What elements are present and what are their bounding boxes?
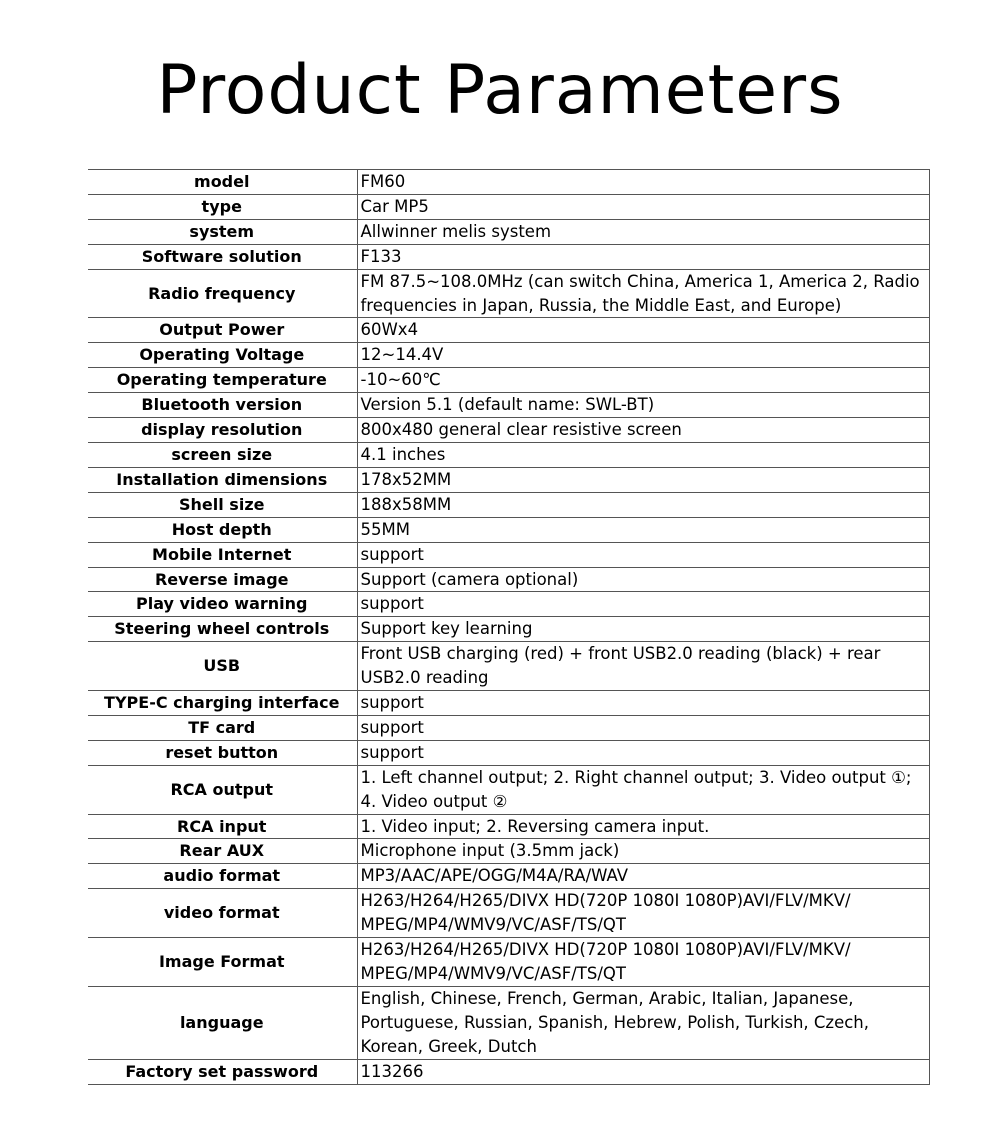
row-value: 60Wx4: [357, 318, 929, 343]
table-row: [88, 194, 929, 219]
row-label: Software solution: [88, 244, 357, 269]
row-value: MP3/AAC/APE/OGG/M4A/RA/WAV: [357, 864, 929, 889]
table-row: [88, 442, 929, 467]
row-value: support: [357, 592, 929, 617]
row-label: Play video warning: [88, 592, 357, 617]
row-value: 1. Left channel output; 2. Right channel output; 3. Video output ①; 4. Video output ②: [357, 765, 929, 814]
table-row: [88, 170, 929, 195]
row-value: Allwinner melis system: [357, 219, 929, 244]
row-value: 55MM: [357, 517, 929, 542]
table-row: [88, 244, 929, 269]
row-value: Microphone input (3.5mm jack): [357, 839, 929, 864]
row-label: USB: [88, 642, 357, 691]
row-value: Support key learning: [357, 617, 929, 642]
row-label: Radio frequency: [88, 269, 357, 318]
table-row: [88, 715, 929, 740]
row-value: FM60: [357, 170, 929, 195]
row-value: English, Chinese, French, German, Arabic, Italian, Japanese, Portuguese, Russian, Spanish, Hebrew, Polish, Turkish, Czech, Korean, Greek, Dutch: [357, 986, 929, 1059]
table-row: [88, 691, 929, 716]
row-label: Mobile Internet: [88, 542, 357, 567]
row-label: Image Format: [88, 938, 357, 987]
table-row: [88, 839, 929, 864]
row-label: Shell size: [88, 492, 357, 517]
table-row: [88, 542, 929, 567]
table-row: [88, 368, 929, 393]
row-label: screen size: [88, 442, 357, 467]
row-label: Host depth: [88, 517, 357, 542]
row-value: 188x58MM: [357, 492, 929, 517]
row-label: Installation dimensions: [88, 467, 357, 492]
table-row: [88, 1059, 929, 1084]
table-row: [88, 343, 929, 368]
table-row: [88, 219, 929, 244]
row-label: Operating Voltage: [88, 343, 357, 368]
table-row: [88, 938, 929, 987]
row-label: Factory set password: [88, 1059, 357, 1084]
row-label: TYPE-C charging interface: [88, 691, 357, 716]
table-row: [88, 814, 929, 839]
row-value: Car MP5: [357, 194, 929, 219]
row-label: Rear AUX: [88, 839, 357, 864]
row-label: video format: [88, 889, 357, 938]
row-value: 800x480 general clear resistive screen: [357, 418, 929, 443]
table-row: [88, 492, 929, 517]
row-value: 4.1 inches: [357, 442, 929, 467]
table-row: [88, 467, 929, 492]
row-label: audio format: [88, 864, 357, 889]
table-row: [88, 864, 929, 889]
row-value: -10~60℃: [357, 368, 929, 393]
row-label: model: [88, 170, 357, 195]
table-row: [88, 765, 929, 814]
spec-table-body: [88, 170, 929, 1085]
row-value: Version 5.1 (default name: SWL-BT): [357, 393, 929, 418]
table-row: [88, 740, 929, 765]
table-row: [88, 986, 929, 1059]
row-value: support: [357, 542, 929, 567]
row-label: Bluetooth version: [88, 393, 357, 418]
table-row: [88, 393, 929, 418]
row-value: 178x52MM: [357, 467, 929, 492]
table-row: [88, 418, 929, 443]
row-value: Front USB charging (red) + front USB2.0 reading (black) + rear USB2.0 reading: [357, 642, 929, 691]
row-label: TF card: [88, 715, 357, 740]
row-value: Support (camera optional): [357, 567, 929, 592]
table-row: [88, 567, 929, 592]
row-value: support: [357, 715, 929, 740]
table-row: [88, 318, 929, 343]
row-value: support: [357, 740, 929, 765]
table-row: [88, 617, 929, 642]
row-label: Operating temperature: [88, 368, 357, 393]
row-label: system: [88, 219, 357, 244]
table-row: [88, 889, 929, 938]
row-value: H263/H264/H265/DIVX HD(720P 1080I 1080P)AVI/FLV/MKV/ MPEG/MP4/WMV9/VC/ASF/TS/QT: [357, 938, 929, 987]
table-row: [88, 517, 929, 542]
row-value: support: [357, 691, 929, 716]
row-label: Output Power: [88, 318, 357, 343]
row-value: 12~14.4V: [357, 343, 929, 368]
table-row: [88, 269, 929, 318]
spec-table: [88, 169, 930, 1085]
row-label: language: [88, 986, 357, 1059]
table-row: [88, 642, 929, 691]
row-label: RCA input: [88, 814, 357, 839]
row-label: Reverse image: [88, 567, 357, 592]
row-value: 113266: [357, 1059, 929, 1084]
row-label: reset button: [88, 740, 357, 765]
table-row: [88, 592, 929, 617]
row-value: F133: [357, 244, 929, 269]
row-label: display resolution: [88, 418, 357, 443]
row-label: type: [88, 194, 357, 219]
row-value: FM 87.5~108.0MHz (can switch China, America 1, America 2, Radio frequencies in Japan, Russia, the Middle East, and Europe): [357, 269, 929, 318]
row-label: Steering wheel controls: [88, 617, 357, 642]
page-title: Product Parameters: [156, 51, 844, 130]
row-label: RCA output: [88, 765, 357, 814]
row-value: 1. Video input; 2. Reversing camera input.: [357, 814, 929, 839]
row-value: H263/H264/H265/DIVX HD(720P 1080I 1080P)AVI/FLV/MKV/ MPEG/MP4/WMV9/VC/ASF/TS/QT: [357, 889, 929, 938]
